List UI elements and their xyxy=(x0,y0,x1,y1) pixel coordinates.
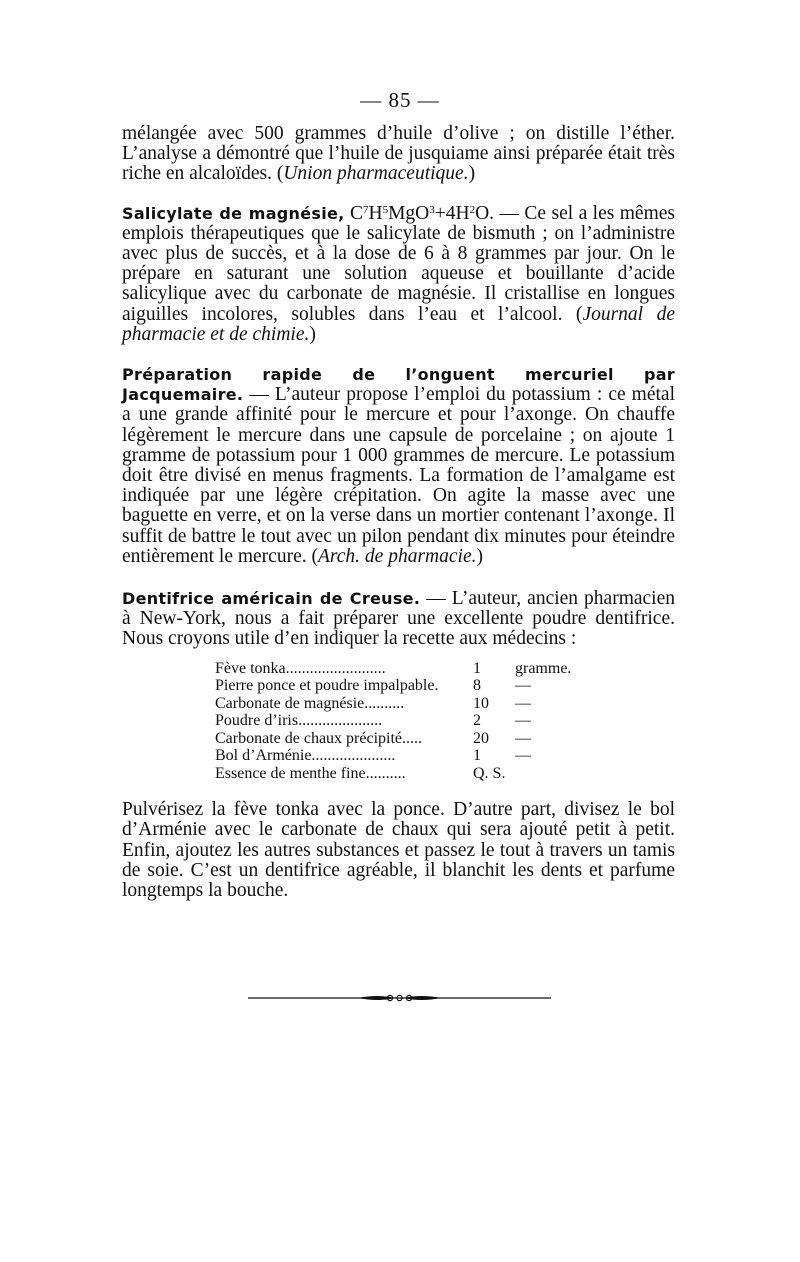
recipe-ingredient: Carbonate de chaux précipité..... xyxy=(215,729,423,747)
recipe-unit: gramme. xyxy=(515,659,572,677)
recipe-quantity: Q. S. xyxy=(473,764,506,782)
source-citation: Union pharmaceutique. xyxy=(283,163,469,185)
recipe-row xyxy=(215,765,571,783)
paragraph-huile-jusquiame xyxy=(122,124,675,185)
paren-close: ) xyxy=(309,323,316,345)
recipe-ingredient: Fève tonka......................... xyxy=(215,659,386,677)
paragraph-dentifrice xyxy=(122,589,675,650)
recipe-row xyxy=(215,712,571,730)
recipe-quantity: 8 xyxy=(473,677,481,695)
paren-close: ) xyxy=(468,163,476,185)
paragraph-text: — L’auteur, ancien pharmacien à New-York, nous a fait préparer une excellente poudre dentifrice. Nous croyons utile d’en indiquer la recette aux médecins : xyxy=(122,588,675,650)
recipe-quantity: 1 xyxy=(473,747,481,765)
source-citation: Arch. de pharmacie. xyxy=(317,545,477,567)
recipe-table xyxy=(215,660,571,783)
paragraph-onguent xyxy=(122,365,675,567)
source-citation: Journal de pharmacie et de chimie. xyxy=(122,303,675,345)
text-column xyxy=(122,124,675,901)
recipe-ingredient: Bol d’Arménie..................... xyxy=(215,747,396,765)
recipe-unit: — xyxy=(515,712,531,730)
recipe-quantity: 20 xyxy=(473,729,489,747)
recipe-row xyxy=(215,747,571,765)
recipe-row xyxy=(215,660,571,678)
section-heading: Salicylate de magnésie, xyxy=(122,203,345,223)
recipe-row xyxy=(215,677,571,695)
recipe-unit: — xyxy=(515,694,531,712)
paragraph-text: — Ce sel a les mêmes emplois thérapeutiques que le salicylate de bismuth ; on l’administre avec plus de succès, et à la dose de 6 à 8 grammes par jour. On le prépare en saturant une solution aqueuse et bouillante d’acide salicylique avec du carbonate de magnésie. Il cristallise en longues aiguilles incolores, solubles dans l’eau et l’alcool. ( xyxy=(122,202,675,325)
paragraph-text: mélangée avec 500 grammes d’huile d’olive ; on distille l’éther. L’analyse a démontré que l’huile de jusquiame ainsi préparée était très riche en alcaloïdes. ( xyxy=(122,123,675,185)
recipe-ingredient: Essence de menthe fine.......... xyxy=(215,764,406,782)
fleuron-divider-icon xyxy=(248,994,551,1002)
recipe-unit xyxy=(515,765,571,783)
chemical-formula: $C^7H^5MgO^3+4H^2O$. xyxy=(344,202,495,224)
paragraph-salicylate xyxy=(122,204,675,345)
section-heading: Préparation rapide de l’onguent mercuriel par Jacquemaire. xyxy=(122,365,675,405)
recipe-quantity: 10 xyxy=(473,694,489,712)
recipe-unit: — xyxy=(515,747,531,765)
recipe-row xyxy=(215,730,571,748)
recipe-ingredient: Carbonate de magnésie.......... xyxy=(215,694,405,712)
recipe-ingredient: Poudre d’iris..................... xyxy=(215,712,383,730)
page-number: — 85 — xyxy=(360,88,440,112)
recipe-quantity: 2 xyxy=(473,712,481,730)
recipe-unit: — xyxy=(515,729,531,747)
recipe-quantity: 1 xyxy=(473,659,481,677)
paragraph-instructions: Pulvérisez la fève tonka avec la ponce. D’autre part, divisez le bol d’Arménie avec le carbonate de chaux qui sera ajouté petit à petit. Enfin, ajoutez les autres substances et passez le tout à travers un tamis de soie. C’est un dentifrice agréable, il blanchit les dents et parfume longtemps la bouche. xyxy=(122,799,675,901)
paragraph-text: — L’auteur propose l’emploi du potassium : ce métal a une grande affinité pour le mercure et pour l’axonge. On chauffe légèrement le mercure dans une capsule de porcelaine ; on ajoute 1 gramme de potassium pour 1 000 grammes de mercure. Le potassium doit être divisé en menus fragments. La formation de l’amalgame est indiquée par une légère crépitation. On agite la masse avec une baguette en verre, et on la verse dans un mortier contenant l’axonge. Il suffit de battre le tout avec un pilon pendant dix minutes pour éteindre entièrement le mercure. ( xyxy=(122,384,675,567)
recipe-unit: — xyxy=(515,677,531,695)
recipe-row xyxy=(215,695,571,713)
section-heading: Dentifrice américain de Creuse. xyxy=(122,589,421,609)
paren-close: ) xyxy=(476,545,483,567)
recipe-ingredient: Pierre ponce et poudre impalpable. xyxy=(215,677,439,695)
